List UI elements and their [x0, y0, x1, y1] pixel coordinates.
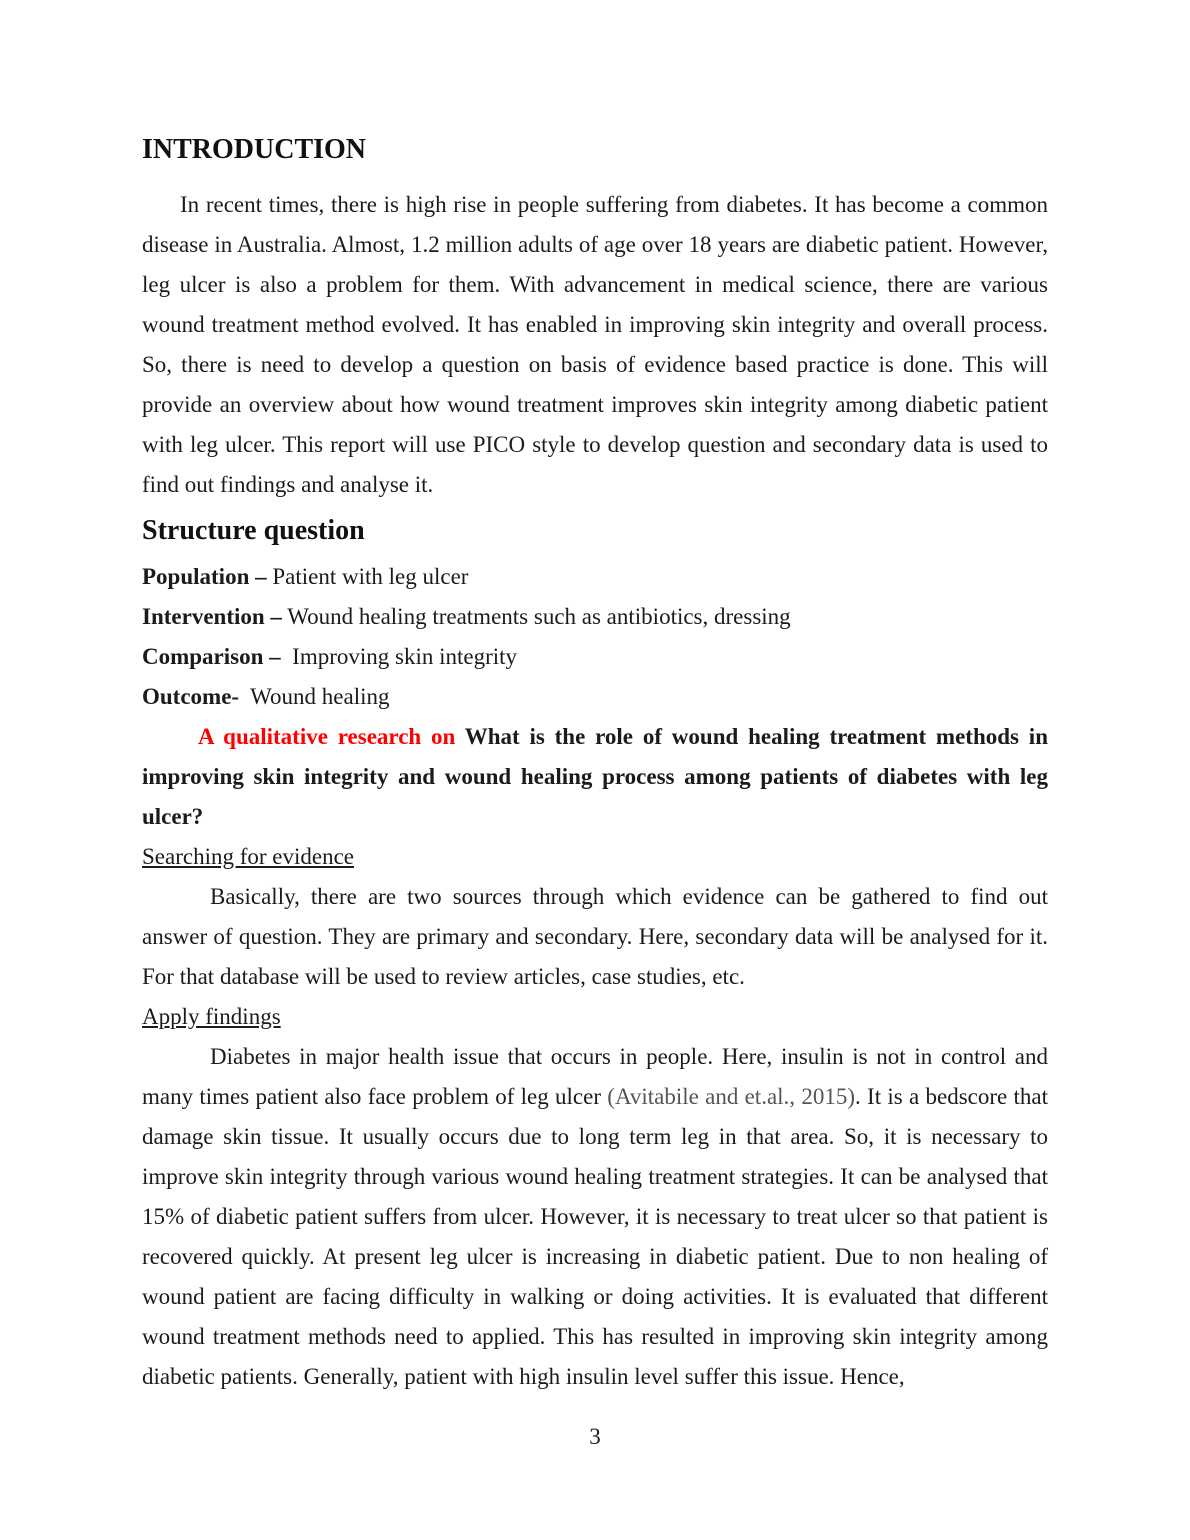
apply-text-after-citation: . It is a bedscore that damage skin tissue. It usually occurs due to long term leg in that area. So, it is necessary to improve skin integrity through various wound healing treatment strategies. It can be analysed that 15% of diabetic patient suffers from ulcer. However, it is necessary to treat ulcer so that patient is recovered quickly. At present leg ulcer is increasing in diabetic patient. Due to non healing of wound patient are facing difficulty in walking or doing activities. It is evaluated that different wound treatment methods need to applied. This has resulted in improving skin integrity among diabetic patients. Generally, patient with high insulin level suffer this issue. Hence, [142, 1084, 1048, 1389]
pico-item-intervention [142, 597, 1048, 637]
searching-paragraph: Basically, there are two sources through which evidence can be gathered to find out answer of question. They are primary and secondary. Here, secondary data will be analysed for it. For that database will be used to review articles, case studies, etc. [142, 884, 1048, 989]
pico-item-comparison [142, 637, 1048, 677]
searching-heading-line [142, 837, 1048, 877]
intro-paragraph: In recent times, there is high rise in people suffering from diabetes. It has become a common disease in Australia. Almost, 1.2 million adults of age over 18 years are diabetic patient. However, leg ulcer is also a problem for them. With advancement in medical science, there are various wound treatment method evolved. It has enabled in improving skin integrity and overall process. So, there is need to develop a question on basis of evidence based practice is done. This will provide an overview about how wound treatment improves skin integrity among diabetic patient with leg ulcer. This report will use PICO style to develop question and secondary data is used to find out findings and analyse it. [142, 192, 1048, 497]
pico-label-intervention: Intervention – [142, 604, 282, 629]
page-number: 3 [589, 1424, 601, 1449]
research-question-highlight: A qualitative research on [198, 724, 465, 749]
pico-item-population [142, 557, 1048, 597]
pico-value-outcome: Wound healing [239, 684, 390, 709]
pico-label-comparison: Comparison – [142, 644, 281, 669]
pico-label-population: Population – [142, 564, 267, 589]
pico-value-population: Patient with leg ulcer [266, 564, 469, 589]
pico-label-outcome: Outcome- [142, 684, 240, 709]
pico-value-comparison: Improving skin integrity [280, 644, 518, 669]
research-question-text: What is the role of wound healing treatment methods in improving skin integrity and wound healing process among patients of diabetes with leg ulcer? [142, 724, 1048, 829]
page-title: INTRODUCTION [142, 134, 367, 165]
apply-findings-paragraph [142, 1037, 1048, 1397]
structure-question-heading: Structure question [142, 515, 365, 546]
apply-text-before-citation: Diabetes in major health issue that occurs in people. Here, insulin is not in control and many times patient also face problem of leg ulcer [142, 1044, 1048, 1109]
citation-text: (Avitabile and et.al., 2015) [607, 1084, 855, 1109]
pico-list [142, 557, 1048, 717]
research-question-paragraph [142, 717, 1048, 837]
apply-findings-heading: Apply findings [142, 1004, 281, 1029]
pico-value-intervention: Wound healing treatments such as antibiotics, dressing [281, 604, 791, 629]
searching-for-evidence-heading: Searching for evidence [142, 844, 355, 869]
pico-item-outcome [142, 677, 1048, 717]
apply-heading-line [142, 997, 1048, 1037]
